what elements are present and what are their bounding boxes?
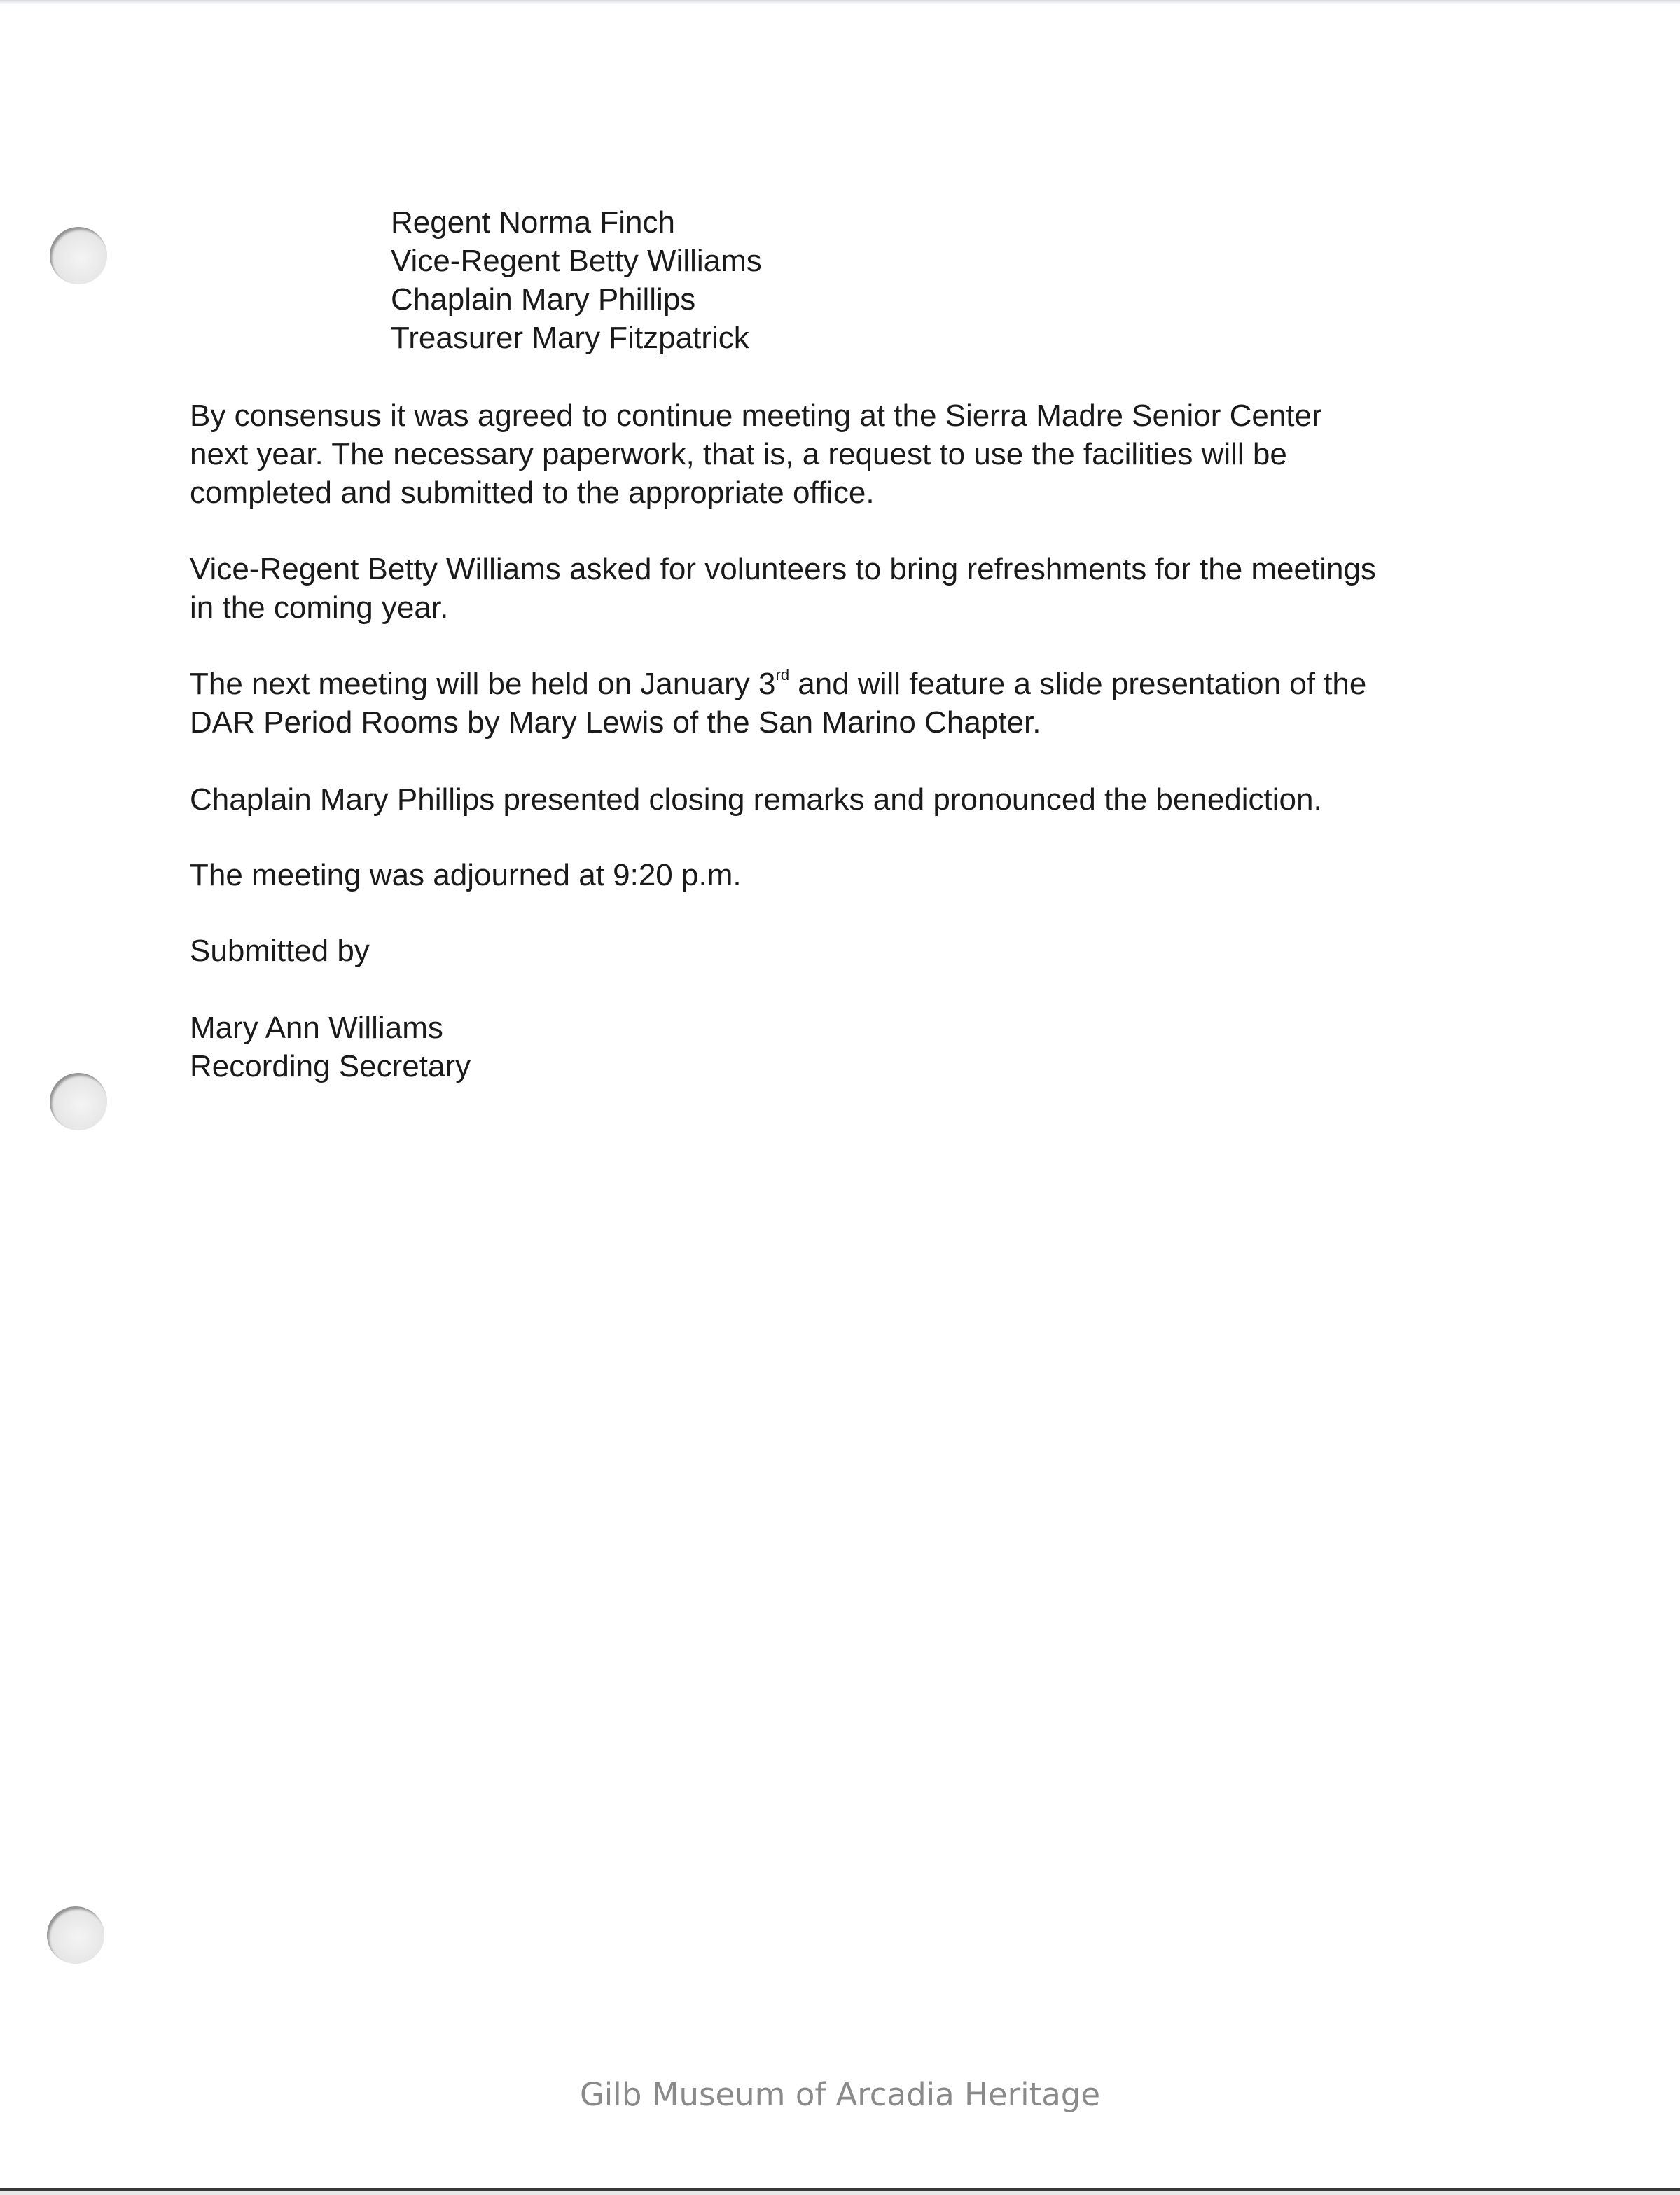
next-meeting-paragraph: [190, 665, 1492, 742]
scan-top-edge: [0, 0, 1680, 4]
officer-list: [391, 203, 762, 357]
consensus-line-1: By consensus it was agreed to continue meeting at the Sierra Madre Senior Center: [190, 399, 1322, 433]
refreshments-paragraph: [190, 550, 1492, 627]
signature-name: Mary Ann Williams: [190, 1011, 443, 1045]
scan-bottom-margin: [0, 2191, 1680, 2195]
next-meeting-date-text: The next meeting will be held on January 3: [190, 667, 776, 701]
next-meeting-line-2: DAR Period Rooms by Mary Lewis of the San Marino Chapter.: [190, 705, 1041, 740]
consensus-line-2: next year. The necessary paperwork, that is, a request to use the facilities will be: [190, 437, 1287, 471]
punch-hole-top: [50, 227, 107, 284]
consensus-paragraph: [190, 396, 1492, 512]
signature-title: Recording Secretary: [190, 1049, 471, 1083]
submitted-by-line: Submitted by: [190, 934, 370, 968]
submitted-by: [190, 932, 1492, 970]
signature-block: [190, 1009, 1492, 1086]
officer-vice-regent: Vice-Regent Betty Williams: [391, 244, 762, 278]
officer-chaplain: Chaplain Mary Phillips: [391, 282, 696, 317]
closing-paragraph: [190, 780, 1492, 819]
refreshments-line-2: in the coming year.: [190, 590, 449, 625]
punch-hole-bottom: [47, 1906, 104, 1964]
closing-line: Chaplain Mary Phillips presented closing remarks and pronounced the benediction.: [190, 782, 1322, 817]
officer-treasurer: Treasurer Mary Fitzpatrick: [391, 321, 749, 355]
refreshments-line-1: Vice-Regent Betty Williams asked for volunteers to bring refreshments for the meetings: [190, 552, 1376, 586]
ordinal-suffix: rd: [775, 666, 790, 684]
punch-hole-middle: [50, 1073, 107, 1130]
next-meeting-feature-text: and will feature a slide presentation of the: [789, 667, 1367, 701]
next-meeting-line-1: [190, 665, 1492, 703]
adjourned-line: The meeting was adjourned at 9:20 p.m.: [190, 858, 742, 892]
consensus-line-3: completed and submitted to the appropriate office.: [190, 476, 875, 510]
adjourned-paragraph: [190, 856, 1492, 894]
officer-regent: Regent Norma Finch: [391, 205, 675, 240]
museum-watermark: Gilb Museum of Arcadia Heritage: [579, 2076, 1101, 2113]
